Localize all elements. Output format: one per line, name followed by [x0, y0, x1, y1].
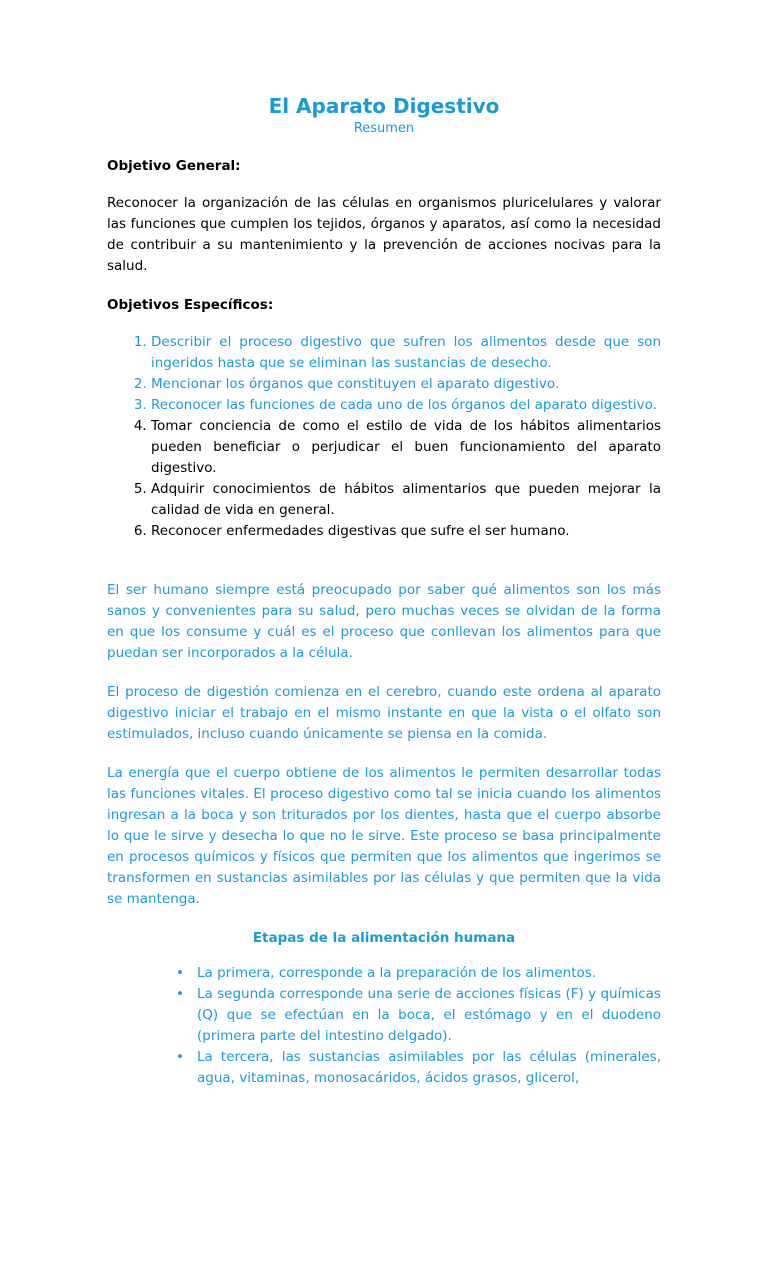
objetivo-general-heading: Objetivo General: [107, 158, 241, 174]
objective-item: 1. Describir el proceso digestivo que sufren los alimentos desde que son ingeridos hasta que se eliminan las sustancias de desecho. [151, 332, 661, 374]
objetivos-especificos-list [107, 332, 661, 542]
objective-item: 2. Mencionar los órganos que constituyen el aparato digestivo. [151, 374, 661, 395]
etapa-item [176, 1047, 661, 1089]
objective-item: 5. Adquirir conocimientos de hábitos alimentarios que pueden mejorar la calidad de vida en general. [151, 479, 661, 521]
etapa-text: La segunda corresponde una serie de acciones físicas (F) y químicas (Q) que se efectúan en la boca, el estómago y en el duodeno (primera parte del intestino delgado). [197, 986, 661, 1044]
document-page [107, 92, 661, 1089]
objective-item: 4. Tomar conciencia de como el estilo de vida de los hábitos alimentarios pueden beneficiar o perjudicar el buen funcionamiento del aparato digestivo. [151, 416, 661, 479]
bullet-icon: • [176, 1049, 184, 1065]
bullet-icon: • [176, 965, 184, 981]
etapa-item [176, 984, 661, 1047]
etapa-item [176, 963, 661, 984]
objetivo-general-text: Reconocer la organización de las células en organismos pluricelulares y valorar las funciones que cumplen los tejidos, órganos y aparatos, así como la necesidad de contribuir a su mantenimiento y la prevención de acciones nocivas para la salud. [107, 195, 661, 274]
document-title: El Aparato Digestivo [268, 94, 500, 118]
etapas-list [107, 963, 661, 1089]
objective-item: 3. Reconocer las funciones de cada uno de los órganos del aparato digestivo. [151, 395, 661, 416]
document-subtitle: Resumen [353, 121, 415, 136]
etapa-text: La tercera, las sustancias asimilables por las células (minerales, agua, vitaminas, monosacáridos, ácidos grasos, glicerol, [197, 1049, 661, 1086]
etapa-text: La primera, corresponde a la preparación de los alimentos. [197, 965, 597, 981]
body-paragraph-2: El proceso de digestión comienza en el cerebro, cuando este ordena al aparato digestivo iniciar el trabajo en el mismo instante en que la vista o el olfato son estimulados, incluso cuando únicamente se piensa en la comida. [107, 684, 661, 742]
objetivos-especificos-heading: Objetivos Específicos: [107, 297, 274, 313]
bullet-icon: • [176, 986, 184, 1002]
body-paragraph-3: La energía que el cuerpo obtiene de los alimentos le permiten desarrollar todas las funciones vitales. El proceso digestivo como tal se inicia cuando los alimentos ingresan a la boca y son triturados por los dientes, hasta que el cuerpo absorbe lo que le sirve y desecha lo que no le sirve. Este proceso se basa principalmente en procesos químicos y físicos que permiten que los alimentos que ingerimos se transformen en sustancias asimilables por las células y que permiten que la vida se mantenga. [107, 765, 661, 907]
etapas-heading: Etapas de la alimentación humana [252, 930, 516, 946]
objective-item: 6. Reconocer enfermedades digestivas que sufre el ser humano. [151, 521, 661, 542]
body-paragraph-1: El ser humano siempre está preocupado por saber qué alimentos son los más sanos y convenientes para su salud, pero muchas veces se olvidan de la forma en que los consume y cuál es el proceso que conllevan los alimentos para que puedan ser incorporados a la célula. [107, 582, 661, 661]
